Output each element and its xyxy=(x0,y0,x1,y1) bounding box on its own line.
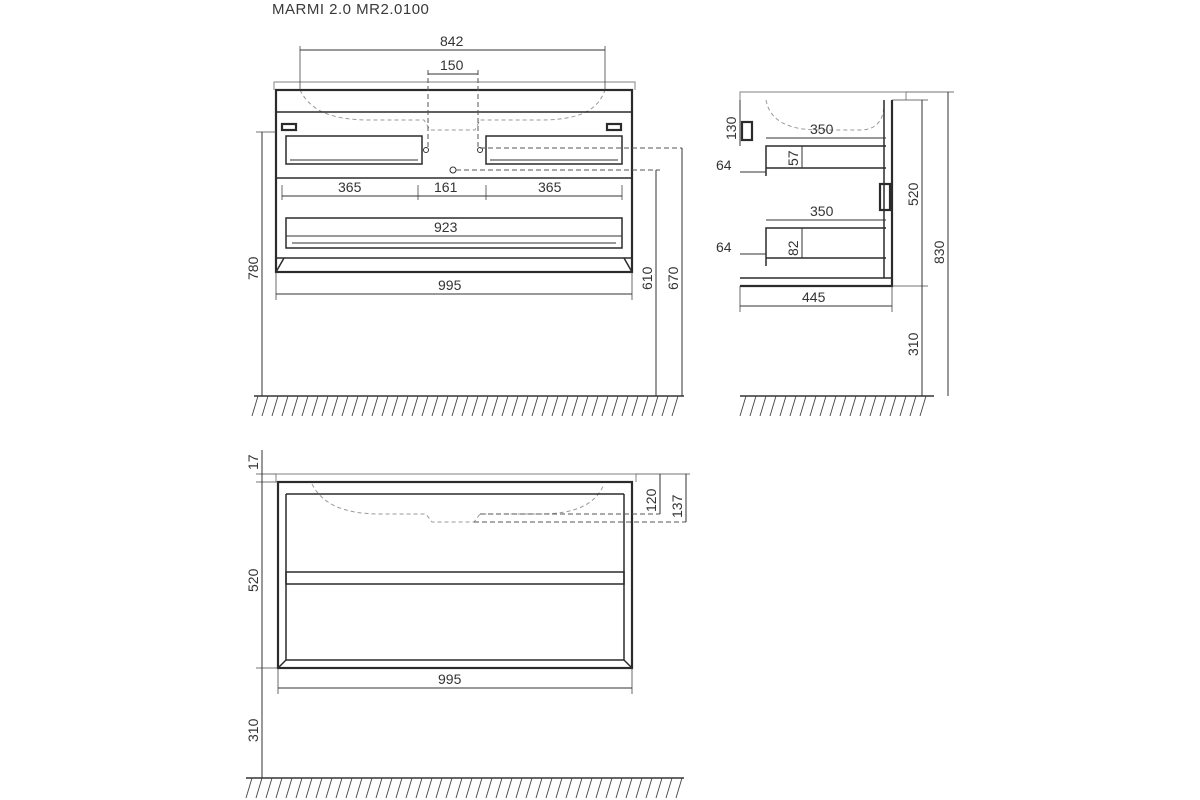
side-floor-hatch xyxy=(740,396,926,416)
dim-995-bottom-label: 995 xyxy=(438,671,462,687)
side-upper-drawer xyxy=(766,146,886,176)
dim-923-label: 923 xyxy=(434,219,458,235)
dim-137-label: 137 xyxy=(669,494,685,518)
front-chamfer-right xyxy=(624,258,632,272)
dim-310-side-label: 310 xyxy=(905,332,921,356)
dim-842-label: 842 xyxy=(440,33,464,49)
front-chamfer-left xyxy=(276,258,284,272)
side-lower-drawer xyxy=(766,228,886,266)
front-pipe-left xyxy=(424,148,429,153)
front-view xyxy=(245,33,684,416)
bottom-drawer-divider xyxy=(286,572,624,584)
dim-161-label: 161 xyxy=(434,179,458,195)
dim-780-label: 780 xyxy=(245,256,261,280)
bottom-front-view xyxy=(245,450,690,798)
dim-365-left-label: 365 xyxy=(338,179,362,195)
dim-350-top-label: 350 xyxy=(810,121,834,137)
dim-365-right-label: 365 xyxy=(538,179,562,195)
front-countertop-outline xyxy=(274,82,635,90)
dim-670-label: 670 xyxy=(665,266,681,290)
dim-520-side-label: 520 xyxy=(905,182,921,206)
drawing-title: MARMI 2.0 MR2.0100 xyxy=(272,1,430,18)
dim-995-front-label: 995 xyxy=(438,277,462,293)
dim-150-label: 150 xyxy=(440,57,464,73)
side-view xyxy=(716,92,954,416)
dim-64-top-label: 64 xyxy=(716,157,732,173)
dim-120-label: 120 xyxy=(643,488,659,512)
dim-610-label: 610 xyxy=(639,266,655,290)
bottom-countertop-outline xyxy=(276,474,636,482)
bottom-floor-hatch xyxy=(246,778,682,798)
front-handle-right xyxy=(607,124,621,130)
dim-82-label: 82 xyxy=(785,240,801,256)
side-countertop-outline xyxy=(740,92,906,100)
front-handle-left xyxy=(282,124,296,130)
front-basin-outline xyxy=(300,90,605,130)
front-floor-hatch xyxy=(252,396,678,416)
front-drain-point xyxy=(450,167,456,173)
dim-350-bottom-label: 350 xyxy=(810,203,834,219)
side-back-notch xyxy=(880,184,890,210)
dim-130-label: 130 xyxy=(723,116,739,140)
bottom-cabinet-outline xyxy=(278,482,632,668)
dim-57-label: 57 xyxy=(785,150,801,166)
dim-445-label: 445 xyxy=(802,289,826,305)
bottom-basin-outline xyxy=(312,484,604,522)
dim-520-bottom-label: 520 xyxy=(245,568,261,592)
side-handle-top xyxy=(742,122,752,140)
dim-310-bottom-label: 310 xyxy=(245,718,261,742)
dim-830-label: 830 xyxy=(931,240,947,264)
dim-17-label: 17 xyxy=(245,454,261,470)
dim-64-bottom-label: 64 xyxy=(716,239,732,255)
